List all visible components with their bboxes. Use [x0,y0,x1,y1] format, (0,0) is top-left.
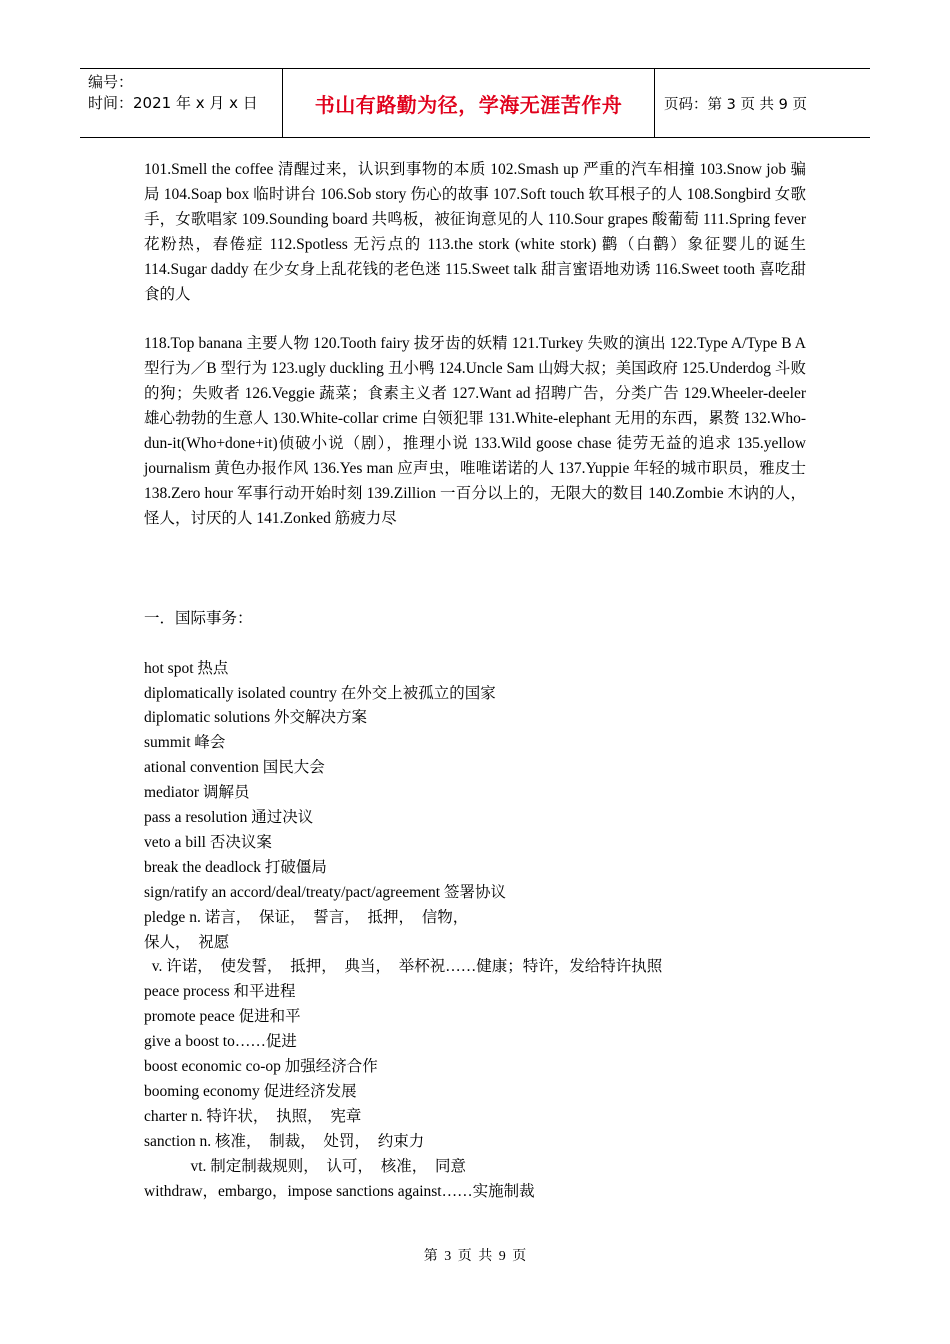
vocab-item: sign/ratify an accord/deal/treaty/pact/agreement 签署协议 [144,883,506,901]
vocab-item: summit 峰会 [144,734,226,752]
vocab-item: charter n. 特许状， 执照， 宪章 [144,1107,362,1125]
vocab-item: veto a bill 否决议案 [144,833,272,851]
vocab-item: pledge n. 诺言， 保证， 誓言， 抵押， 信物， [144,908,469,926]
page-footer: 第 3 页 共 9 页 [423,1249,527,1264]
document-number-label: 编号： [88,73,134,91]
header-motto: 书山有路勤为径，学海无涯苦作舟 [282,69,655,137]
vocab-item: ational convention 国民大会 [144,759,325,777]
vocab-item: peace process 和平进程 [144,983,296,1001]
idiom-paragraph-2: 118.Top banana 主要人物 120.Tooth fairy 拔牙齿的妖精 121.Turkey 失败的演出 122.Type A/Type B A 型行为／B 型行为 123.ugly duckling 丑小鸭 124.Uncle Sam 山姆大叔；美国政府 125.Underdog 斗败的狗；失败者 126.Veggie 蔬菜；食素主义者 127.Want ad 招聘广告，分类广告 129.Wheeler-deeler 雄心勃勃的生意人 130.White-collar crime 白领犯罪 131.White-elephant 无用的东西，累赘 132.Who-dun-it(Who+done+it)侦破小说（剧），推理小说 133.Wild goose chase 徒劳无益的追求 135.yellow journalism 黄色办报作风 136.Yes man 应声虫，唯唯诺诺的人 137.Yuppie 年轻的城市职员，雅皮士 138.Zero hour 军事行动开始时刻 139.Zillion 一百分以上的，无限大的数目 140.Zombie 木讷的人，怪人，讨厌的人 141.Zonked 筋疲力尽 [144,335,806,527]
idiom-paragraph-1: 101.Smell the coffee 清醒过来，认识到事物的本质 102.Smash up 严重的汽车相撞 103.Snow job 骗局 104.Soap box 临时讲台 106.Sob story 伤心的故事 107.Soft touch 软耳根子的人 108.Songbird 女歌手，女歌唱家 109.Sounding board 共鸣板，被征询意见的人 110.Sour grapes 酸葡萄 111.Spring fever 花粉热，春倦症 112.Spotless 无污点的 113.the stork (white stork) 鹳（白鹳）象征婴儿的诞生 114.Sugar daddy 在少女身上乱花钱的老色迷 115.Sweet talk 甜言蜜语地劝诱 116.Sweet tooth 喜吃甜食的人 [144,161,806,303]
vocab-item: withdraw，embargo，impose sanctions against……实施制裁 [144,1182,535,1200]
header-meta [80,69,282,137]
vocab-item: v. 许诺， 使发誓， 抵押， 典当， 举杯祝……健康；特许，发给特许执照 [144,958,663,976]
vocab-item: pass a resolution 通过决议 [144,809,314,827]
document-body [144,158,806,1205]
vocab-item: diplomatic solutions 外交解决方案 [144,709,368,727]
document-date-label: 时间：2021 年 x 月 x 日 [88,94,258,112]
page-header [80,68,870,138]
vocab-item: promote peace 促进和平 [144,1008,301,1026]
header-page-number: 页码：第 3 页 共 9 页 [664,96,807,113]
vocab-item: diplomatically isolated country 在外交上被孤立的国家 [144,684,496,702]
vocab-item: booming economy 促进经济发展 [144,1083,357,1100]
vocab-item: break the deadlock 打破僵局 [144,858,327,876]
vocab-item: sanction n. 核准， 制裁， 处罚， 约束力 [144,1132,425,1150]
vocabulary-list [144,657,806,1205]
section-title-international-affairs: 一．国际事务： [144,609,253,627]
vocab-item: mediator 调解员 [144,784,250,802]
vocab-item: give a boost to……促进 [144,1033,297,1051]
vocab-item: 保人， 祝愿 [144,933,230,951]
vocab-item: boost economic co-op 加强经济合作 [144,1058,378,1076]
vocab-item: hot spot 热点 [144,659,229,677]
vocab-item: vt. 制定制裁规则， 认可， 核准， 同意 [144,1157,467,1175]
